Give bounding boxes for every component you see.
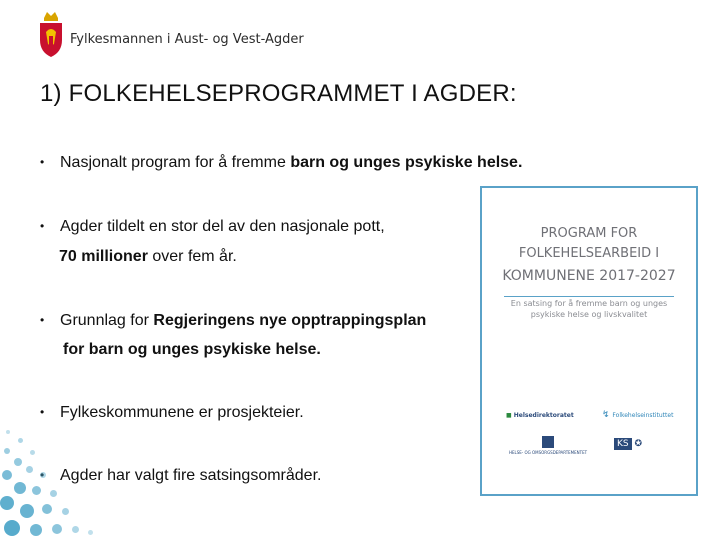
departement-logo: HELSE- OG OMSORGSDEPARTEMENTET [506, 436, 590, 455]
bullet-dot-icon: • [40, 468, 45, 482]
bullet-item: • Grunnlag for Regjeringens nye opptrappingsplan [40, 312, 427, 329]
bullet-item: • Fylkeskommunene er prosjekteier. [40, 404, 304, 421]
cover-divider [504, 296, 674, 297]
ks-logo: KS ✪ [614, 438, 642, 450]
bullet-dot-icon: • [40, 155, 45, 169]
bullet-item: • Agder har valgt fire satsingsområder. [40, 467, 322, 484]
bullet-item: • Nasjonalt program for å fremme barn og unges psykiske helse. [40, 154, 523, 171]
bullet-continuation: 70 millioner over fem år. [59, 248, 237, 265]
folkehelseinstituttet-logo: ↯ Folkehelseinstituttet [602, 410, 674, 420]
coat-of-arms-icon [36, 10, 66, 60]
bullet-dot-icon: • [40, 405, 45, 419]
cover-subtitle: En satsing for å fremme barn og unges psykiske helse og livskvalitet [510, 299, 668, 319]
helsedirektoratet-logo: ■ Helsedirektoratet [506, 412, 574, 419]
bullet-dot-icon: • [40, 313, 45, 327]
cover-title-line: PROGRAM FOR [540, 226, 638, 241]
bullet-continuation: for barn og unges psykiske helse. [63, 341, 321, 358]
slide-title: 1) FOLKEHELSEPROGRAMMET I AGDER: [40, 80, 517, 107]
organization-name: Fylkesmannen i Aust- og Vest-Agder [70, 32, 304, 47]
program-cover [480, 186, 698, 496]
cover-title-line: KOMMUNENE 2017-2027 [502, 268, 676, 284]
bullet-dot-icon: • [40, 219, 45, 233]
cover-title-line: FOLKEHELSEARBEID I [518, 246, 660, 261]
decorative-dots [0, 400, 110, 540]
bullet-item: • Agder tildelt en stor del av den nasjonale pott, [40, 218, 385, 235]
